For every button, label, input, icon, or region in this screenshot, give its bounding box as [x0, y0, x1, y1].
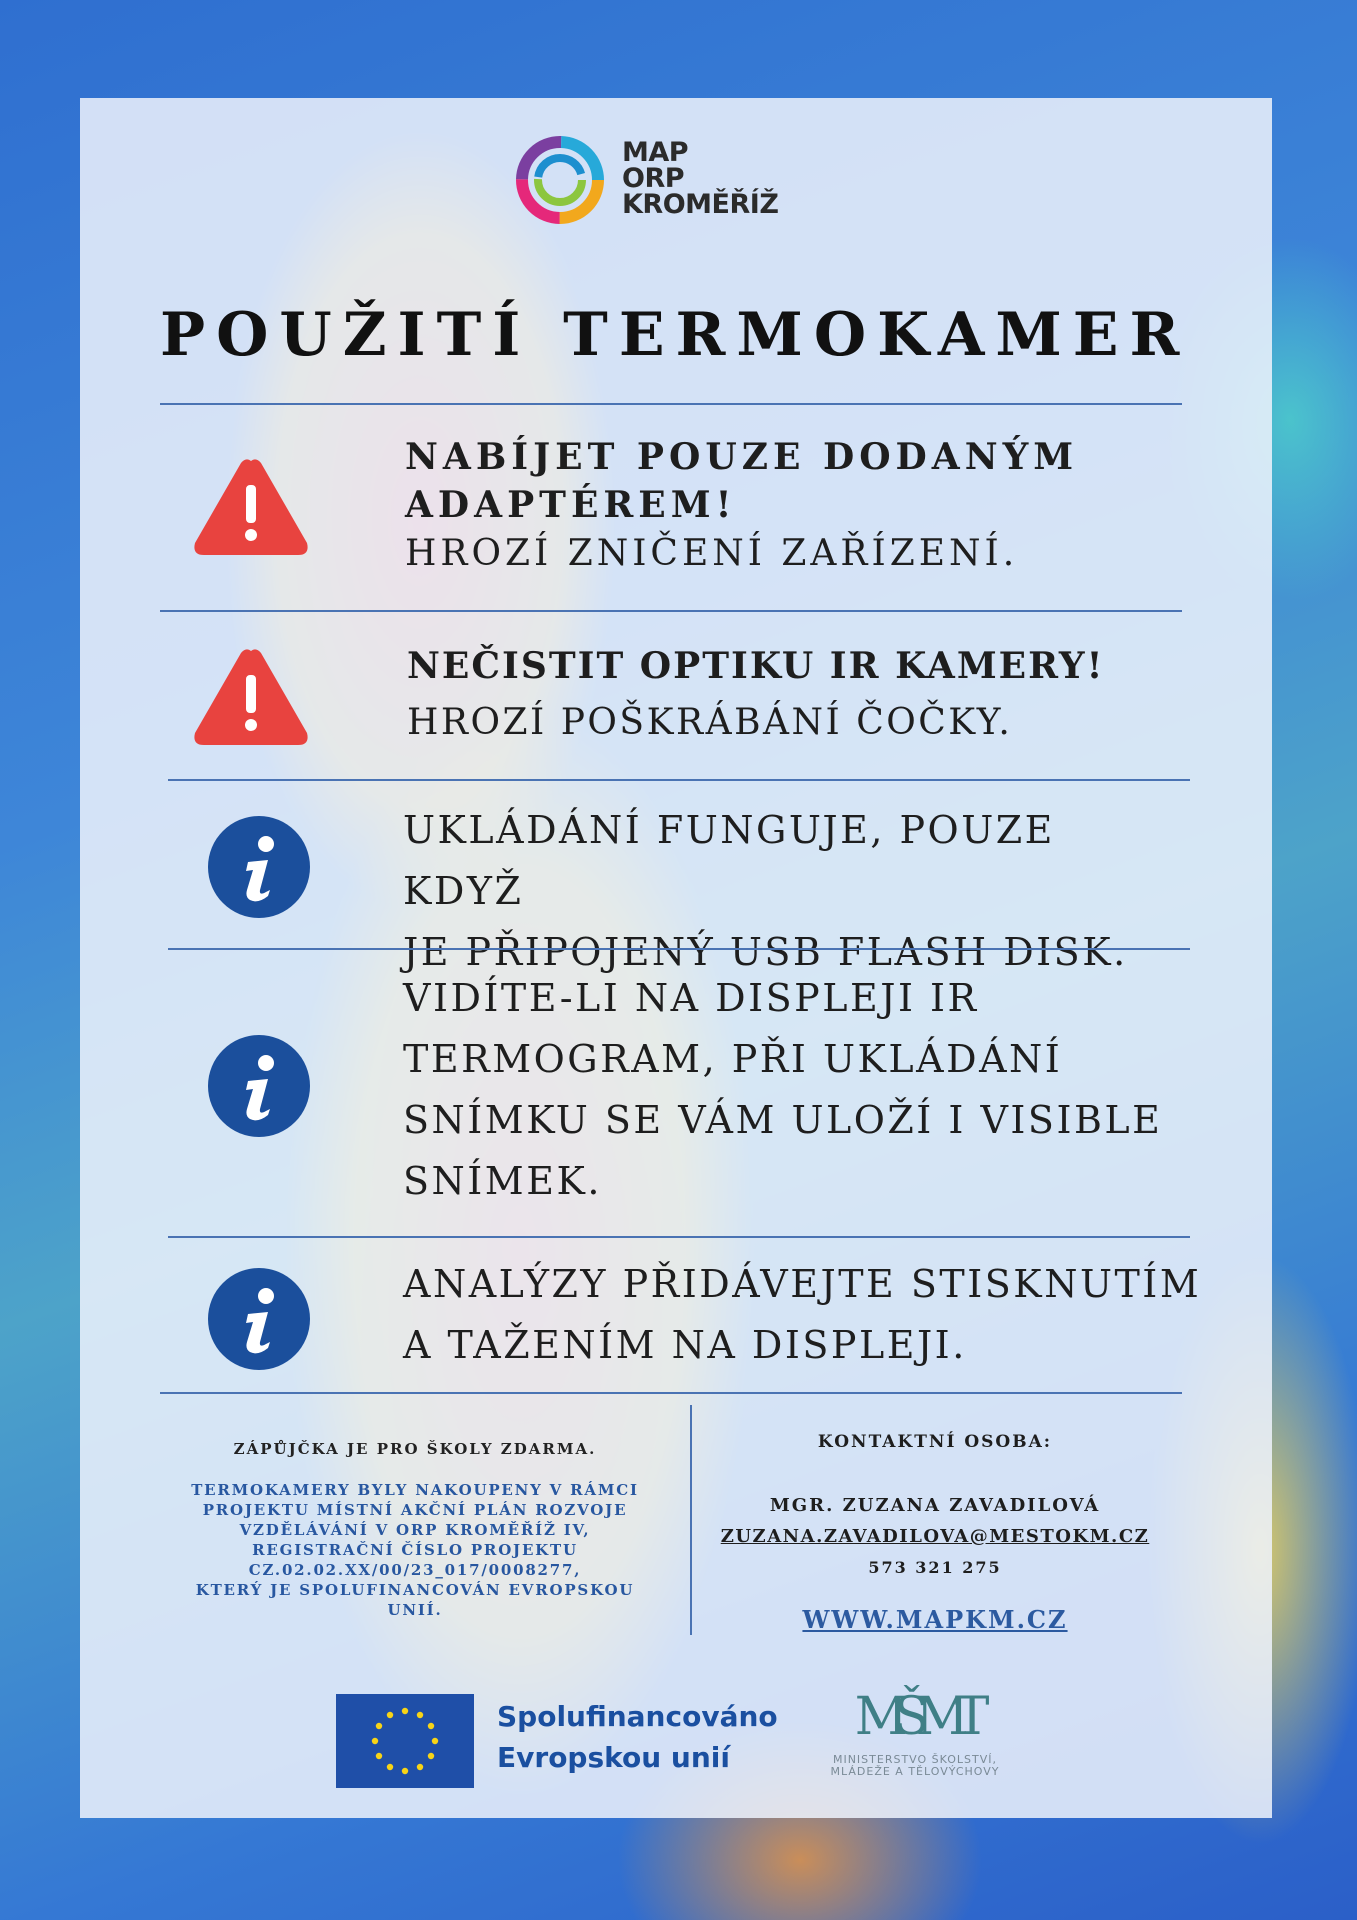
divider-1 [160, 610, 1182, 612]
msmt-caption-line-2: MLÁDEŽE A TĚLOVÝCHOVY [830, 1765, 1000, 1778]
info-1-line-2: JE PŘIPOJENÝ USB FLASH DISK. [403, 930, 1128, 974]
info-block-3 [403, 1254, 1203, 1376]
project-line: TERMOKAMERY BYLY NAKOUPENY V RÁMCI [191, 1481, 639, 1499]
info-block-1 [403, 800, 1183, 983]
logo-line-map: MAP [622, 137, 689, 168]
contact-name: MGR. ZUZANA ZAVADILOVÁ [769, 1495, 1101, 1516]
logo-line-orp: ORP [622, 163, 685, 194]
project-line: REGISTRAČNÍ ČÍSLO PROJEKTU [252, 1541, 578, 1559]
warning-block-2 [407, 642, 1167, 748]
warning-triangle-icon [190, 645, 312, 751]
logo-wordmark [622, 137, 779, 220]
divider-bottom [160, 1392, 1182, 1394]
info-3-line-2: A TAŽENÍM NA DISPLEJI. [403, 1323, 967, 1367]
warning-block-1 [405, 433, 1165, 579]
info-block-2 [403, 968, 1183, 1212]
warning-triangle-icon [190, 455, 312, 561]
eu-flag-icon [336, 1694, 474, 1788]
map-orp-logo-ring-icon [510, 130, 610, 230]
msmt-logo [800, 1672, 1030, 1778]
logo-line-kromeriz: KROMĚŘÍŽ [622, 189, 779, 220]
project-line: VZDĚLÁVÁNÍ V ORP KROMĚŘÍŽ IV, [239, 1521, 591, 1539]
eu-line-2: Evropskou unií [497, 1741, 730, 1774]
warning-2-consequence: HROZÍ POŠKRÁBÁNÍ ČOČKY. [407, 702, 1013, 743]
page-title: POUŽITÍ TERMOKAMER [160, 300, 1191, 370]
website-link[interactable]: WWW.MAPKM.CZ [802, 1605, 1068, 1634]
project-line: UNIÍ. [387, 1601, 443, 1619]
project-line: PROJEKTU MÍSTNÍ AKČNÍ PLÁN ROZVOJE [202, 1501, 628, 1519]
info-2-line-3: SNÍMKU SE VÁM ULOŽÍ I VISIBLE [403, 1098, 1163, 1142]
contact-info [700, 1432, 1170, 1634]
map-orp-logo [510, 130, 810, 230]
free-loan-note: ZÁPŮJČKA JE PRO ŠKOLY ZDARMA. [233, 1440, 597, 1458]
warning-1-consequence: HROZÍ ZNIČENÍ ZAŘÍZENÍ. [405, 533, 1019, 574]
project-line: KTERÝ JE SPOLUFINANCOVÁN EVROPSKOU [195, 1581, 635, 1599]
eu-line-1: Spolufinancováno [497, 1700, 778, 1733]
msmt-caption-line-1: MINISTERSTVO ŠKOLSTVÍ, [832, 1753, 998, 1766]
info-1-line-1: UKLÁDÁNÍ FUNGUJE, POUZE KDYŽ [403, 808, 1055, 913]
msmt-monogram-icon [800, 1672, 1030, 1750]
contact-email-link[interactable]: ZUZANA.ZAVADILOVA@MESTOKM.CZ [720, 1526, 1150, 1547]
info-2-line-2: TERMOGRAM, PŘI UKLÁDÁNÍ [403, 1037, 1063, 1081]
project-line: CZ.02.02.XX/00/23_017/0008277, [248, 1561, 582, 1579]
contact-label: KONTAKTNÍ OSOBA: [817, 1432, 1053, 1452]
info-circle-icon [208, 1268, 310, 1370]
info-circle-icon [208, 816, 310, 918]
footer-divider [690, 1405, 692, 1635]
project-funding-note [160, 1480, 670, 1620]
info-2-line-4: SNÍMEK. [403, 1159, 602, 1203]
divider-3 [168, 948, 1190, 950]
loan-info [160, 1440, 670, 1620]
contact-phone: 573 321 275 [868, 1558, 1002, 1577]
info-circle-icon [208, 1035, 310, 1137]
msmt-monogram: MŠMT [854, 1687, 976, 1747]
divider-4 [168, 1236, 1190, 1238]
info-3-line-1: ANALÝZY PŘIDÁVEJTE STISKNUTÍM [403, 1262, 1202, 1306]
warning-1-bold-line-1: NABÍJET POUZE DODANÝM [405, 436, 1079, 478]
warning-2-bold-line-1: NEČISTIT OPTIKU IR KAMERY! [407, 645, 1105, 687]
divider-top [160, 403, 1182, 405]
warning-1-bold-line-2: ADAPTÉREM! [405, 484, 737, 526]
eu-cofunded-label [497, 1696, 778, 1778]
divider-2 [168, 779, 1190, 781]
info-2-line-1: VIDÍTE-LI NA DISPLEJI IR [403, 976, 979, 1020]
